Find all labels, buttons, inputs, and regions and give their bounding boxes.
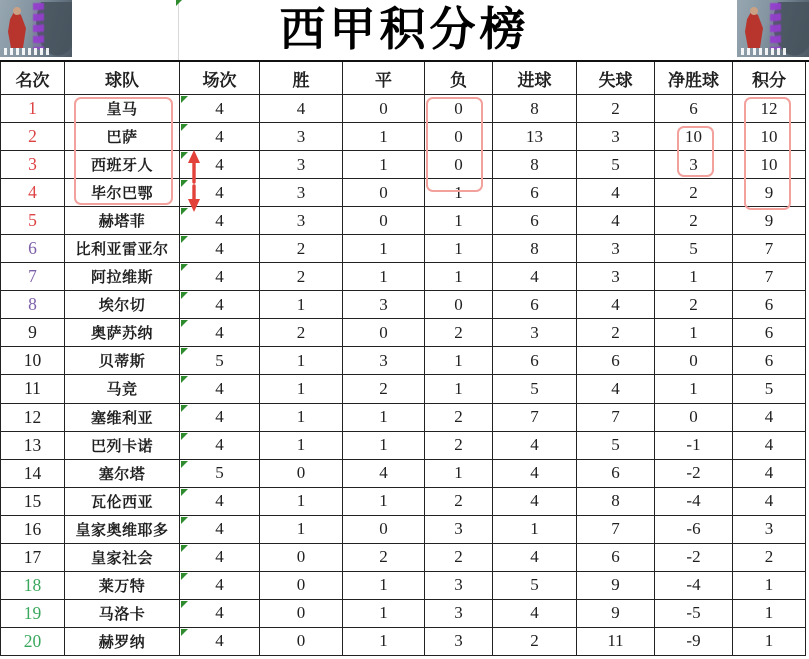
team-cell: 埃尔切 bbox=[65, 291, 180, 319]
pts-cell: 9 bbox=[733, 179, 806, 207]
gf-cell: 8 bbox=[493, 151, 577, 179]
table-row bbox=[1, 123, 806, 151]
ga-cell: 7 bbox=[577, 516, 655, 544]
rank-cell: 19 bbox=[1, 600, 65, 628]
column-header-7: 失球 bbox=[577, 62, 655, 95]
gf-cell: 6 bbox=[493, 291, 577, 319]
played-cell: 5 bbox=[180, 347, 260, 375]
draw-cell: 1 bbox=[343, 404, 425, 432]
gd-cell: -5 bbox=[655, 600, 733, 628]
gd-cell: -2 bbox=[655, 544, 733, 572]
team-cell: 西班牙人 bbox=[65, 151, 180, 179]
cell-marker-icon bbox=[181, 320, 188, 327]
team-cell: 塞尔塔 bbox=[65, 460, 180, 488]
table-row bbox=[1, 432, 806, 460]
gf-cell: 4 bbox=[493, 432, 577, 460]
team-cell: 瓦伦西亚 bbox=[65, 488, 180, 516]
pts-cell: 7 bbox=[733, 235, 806, 263]
table-row bbox=[1, 179, 806, 207]
rank-cell: 14 bbox=[1, 460, 65, 488]
gf-cell: 3 bbox=[493, 319, 577, 347]
played-cell: 4 bbox=[180, 572, 260, 600]
team-cell: 比利亚雷亚尔 bbox=[65, 235, 180, 263]
column-header-1: 球队 bbox=[65, 62, 180, 95]
win-cell: 2 bbox=[260, 263, 343, 291]
column-header-8: 净胜球 bbox=[655, 62, 733, 95]
rank-cell: 9 bbox=[1, 319, 65, 347]
rank-cell: 16 bbox=[1, 516, 65, 544]
column-header-0: 名次 bbox=[1, 62, 65, 95]
table-row bbox=[1, 95, 806, 123]
pts-cell: 4 bbox=[733, 488, 806, 516]
loss-cell: 2 bbox=[425, 488, 493, 516]
team-cell: 皇马 bbox=[65, 95, 180, 123]
win-cell: 1 bbox=[260, 516, 343, 544]
win-cell: 3 bbox=[260, 123, 343, 151]
ga-cell: 4 bbox=[577, 375, 655, 403]
slam-dunk-artwork-right-icon bbox=[737, 0, 809, 57]
ga-cell: 8 bbox=[577, 488, 655, 516]
page-title: 西甲积分榜 bbox=[279, 4, 530, 55]
gd-cell: 0 bbox=[655, 347, 733, 375]
ga-cell: 3 bbox=[577, 235, 655, 263]
ga-cell: 9 bbox=[577, 600, 655, 628]
loss-cell: 1 bbox=[425, 347, 493, 375]
gd-cell: 2 bbox=[655, 207, 733, 235]
loss-cell: 3 bbox=[425, 600, 493, 628]
played-cell: 4 bbox=[180, 179, 260, 207]
column-header-5: 负 bbox=[425, 62, 493, 95]
draw-cell: 3 bbox=[343, 347, 425, 375]
column-header-4: 平 bbox=[343, 62, 425, 95]
draw-cell: 1 bbox=[343, 432, 425, 460]
played-cell: 4 bbox=[180, 291, 260, 319]
played-cell: 4 bbox=[180, 375, 260, 403]
played-cell: 4 bbox=[180, 235, 260, 263]
loss-cell: 1 bbox=[425, 460, 493, 488]
gd-cell: 0 bbox=[655, 404, 733, 432]
win-cell: 1 bbox=[260, 488, 343, 516]
win-cell: 1 bbox=[260, 375, 343, 403]
cell-marker-icon bbox=[181, 124, 188, 131]
artwork-player-head bbox=[750, 7, 758, 15]
table-row bbox=[1, 375, 806, 403]
team-cell: 巴列卡诺 bbox=[65, 432, 180, 460]
gd-cell: 10 bbox=[655, 123, 733, 151]
team-cell: 赫塔菲 bbox=[65, 207, 180, 235]
ga-cell: 4 bbox=[577, 291, 655, 319]
team-cell: 贝蒂斯 bbox=[65, 347, 180, 375]
column-header-6: 进球 bbox=[493, 62, 577, 95]
win-cell: 0 bbox=[260, 572, 343, 600]
team-cell: 巴萨 bbox=[65, 123, 180, 151]
pts-cell: 6 bbox=[733, 347, 806, 375]
column-header-2: 场次 bbox=[180, 62, 260, 95]
draw-cell: 1 bbox=[343, 600, 425, 628]
ga-cell: 2 bbox=[577, 319, 655, 347]
title-band bbox=[0, 0, 809, 62]
column-header-3: 胜 bbox=[260, 62, 343, 95]
rank-cell: 13 bbox=[1, 432, 65, 460]
gd-cell: -1 bbox=[655, 432, 733, 460]
rank-cell: 10 bbox=[1, 347, 65, 375]
gf-cell: 4 bbox=[493, 600, 577, 628]
loss-cell: 0 bbox=[425, 151, 493, 179]
ga-cell: 6 bbox=[577, 347, 655, 375]
played-cell: 4 bbox=[180, 207, 260, 235]
pts-cell: 3 bbox=[733, 516, 806, 544]
gf-cell: 6 bbox=[493, 207, 577, 235]
rank-cell: 4 bbox=[1, 179, 65, 207]
ga-cell: 11 bbox=[577, 628, 655, 656]
gf-cell: 1 bbox=[493, 516, 577, 544]
table-row bbox=[1, 291, 806, 319]
standings-table bbox=[0, 62, 806, 656]
cell-marker-icon bbox=[181, 96, 188, 103]
ga-cell: 7 bbox=[577, 404, 655, 432]
gf-cell: 13 bbox=[493, 123, 577, 151]
table-row bbox=[1, 319, 806, 347]
played-cell: 4 bbox=[180, 544, 260, 572]
draw-cell: 1 bbox=[343, 263, 425, 291]
cell-marker-icon bbox=[181, 601, 188, 608]
played-cell: 4 bbox=[180, 432, 260, 460]
cell-marker-icon bbox=[181, 348, 188, 355]
win-cell: 0 bbox=[260, 628, 343, 656]
loss-cell: 1 bbox=[425, 179, 493, 207]
rank-cell: 15 bbox=[1, 488, 65, 516]
cell-marker-icon bbox=[181, 236, 188, 243]
loss-cell: 2 bbox=[425, 432, 493, 460]
table-row bbox=[1, 600, 806, 628]
win-cell: 2 bbox=[260, 319, 343, 347]
gd-cell: -2 bbox=[655, 460, 733, 488]
pts-cell: 9 bbox=[733, 207, 806, 235]
column-header-9: 积分 bbox=[733, 62, 806, 95]
win-cell: 0 bbox=[260, 600, 343, 628]
loss-cell: 3 bbox=[425, 572, 493, 600]
cell-marker-icon bbox=[181, 573, 188, 580]
loss-cell: 1 bbox=[425, 235, 493, 263]
table-row bbox=[1, 460, 806, 488]
pts-cell: 1 bbox=[733, 600, 806, 628]
pts-cell: 12 bbox=[733, 95, 806, 123]
ga-cell: 9 bbox=[577, 572, 655, 600]
cell-marker-icon bbox=[181, 517, 188, 524]
win-cell: 1 bbox=[260, 347, 343, 375]
gd-cell: 2 bbox=[655, 291, 733, 319]
pts-cell: 1 bbox=[733, 572, 806, 600]
ga-cell: 6 bbox=[577, 460, 655, 488]
win-cell: 2 bbox=[260, 235, 343, 263]
table-header-row bbox=[1, 62, 806, 95]
rank-cell: 6 bbox=[1, 235, 65, 263]
rank-cell: 5 bbox=[1, 207, 65, 235]
draw-cell: 0 bbox=[343, 207, 425, 235]
draw-cell: 1 bbox=[343, 628, 425, 656]
table-row bbox=[1, 151, 806, 179]
win-cell: 3 bbox=[260, 151, 343, 179]
gf-cell: 4 bbox=[493, 460, 577, 488]
loss-cell: 0 bbox=[425, 95, 493, 123]
loss-cell: 2 bbox=[425, 404, 493, 432]
draw-cell: 1 bbox=[343, 235, 425, 263]
gd-cell: -4 bbox=[655, 572, 733, 600]
team-cell: 阿拉维斯 bbox=[65, 263, 180, 291]
cell-marker-icon bbox=[181, 180, 188, 187]
ga-cell: 4 bbox=[577, 179, 655, 207]
gd-cell: -4 bbox=[655, 488, 733, 516]
draw-cell: 0 bbox=[343, 516, 425, 544]
win-cell: 0 bbox=[260, 460, 343, 488]
gd-cell: 2 bbox=[655, 179, 733, 207]
team-cell: 皇家奥维耶多 bbox=[65, 516, 180, 544]
pts-cell: 5 bbox=[733, 375, 806, 403]
draw-cell: 2 bbox=[343, 544, 425, 572]
gf-cell: 7 bbox=[493, 404, 577, 432]
cell-marker-icon bbox=[181, 208, 188, 215]
played-cell: 4 bbox=[180, 123, 260, 151]
rank-cell: 7 bbox=[1, 263, 65, 291]
win-cell: 3 bbox=[260, 207, 343, 235]
pts-cell: 4 bbox=[733, 404, 806, 432]
loss-cell: 1 bbox=[425, 263, 493, 291]
draw-cell: 1 bbox=[343, 488, 425, 516]
cell-marker-icon bbox=[181, 264, 188, 271]
table-body bbox=[1, 95, 806, 656]
table-row bbox=[1, 544, 806, 572]
win-cell: 4 bbox=[260, 95, 343, 123]
ga-cell: 4 bbox=[577, 207, 655, 235]
loss-cell: 2 bbox=[425, 319, 493, 347]
draw-cell: 4 bbox=[343, 460, 425, 488]
cell-marker-icon bbox=[181, 461, 188, 468]
table-row bbox=[1, 347, 806, 375]
pts-cell: 10 bbox=[733, 151, 806, 179]
table-row bbox=[1, 404, 806, 432]
gd-cell: 1 bbox=[655, 263, 733, 291]
pts-cell: 4 bbox=[733, 460, 806, 488]
draw-cell: 1 bbox=[343, 123, 425, 151]
cell-marker-icon bbox=[176, 0, 182, 6]
loss-cell: 1 bbox=[425, 375, 493, 403]
cell-marker-icon bbox=[181, 433, 188, 440]
gf-cell: 5 bbox=[493, 375, 577, 403]
pts-cell: 1 bbox=[733, 628, 806, 656]
team-cell: 马洛卡 bbox=[65, 600, 180, 628]
loss-cell: 0 bbox=[425, 123, 493, 151]
table-row bbox=[1, 628, 806, 656]
gf-cell: 8 bbox=[493, 95, 577, 123]
artwork-caption-text bbox=[741, 48, 787, 55]
table-row bbox=[1, 572, 806, 600]
ga-cell: 5 bbox=[577, 151, 655, 179]
played-cell: 4 bbox=[180, 600, 260, 628]
gf-cell: 6 bbox=[493, 347, 577, 375]
pts-cell: 7 bbox=[733, 263, 806, 291]
win-cell: 1 bbox=[260, 432, 343, 460]
ga-cell: 5 bbox=[577, 432, 655, 460]
cell-marker-icon bbox=[181, 629, 188, 636]
table-row bbox=[1, 207, 806, 235]
loss-cell: 2 bbox=[425, 544, 493, 572]
played-cell: 5 bbox=[180, 460, 260, 488]
cell-marker-icon bbox=[181, 376, 188, 383]
rank-cell: 1 bbox=[1, 95, 65, 123]
cell-marker-icon bbox=[181, 405, 188, 412]
team-cell: 马竞 bbox=[65, 375, 180, 403]
team-cell: 赫罗纳 bbox=[65, 628, 180, 656]
table-row bbox=[1, 235, 806, 263]
draw-cell: 0 bbox=[343, 319, 425, 347]
draw-cell: 3 bbox=[343, 291, 425, 319]
rank-cell: 20 bbox=[1, 628, 65, 656]
win-cell: 1 bbox=[260, 291, 343, 319]
gf-cell: 2 bbox=[493, 628, 577, 656]
gd-cell: 6 bbox=[655, 95, 733, 123]
gd-cell: -6 bbox=[655, 516, 733, 544]
gf-cell: 5 bbox=[493, 572, 577, 600]
pts-cell: 6 bbox=[733, 319, 806, 347]
win-cell: 1 bbox=[260, 404, 343, 432]
ga-cell: 2 bbox=[577, 95, 655, 123]
played-cell: 4 bbox=[180, 516, 260, 544]
rank-cell: 11 bbox=[1, 375, 65, 403]
table-row bbox=[1, 263, 806, 291]
gd-cell: 3 bbox=[655, 151, 733, 179]
loss-cell: 1 bbox=[425, 207, 493, 235]
gf-cell: 6 bbox=[493, 179, 577, 207]
gf-cell: 4 bbox=[493, 544, 577, 572]
gd-cell: -9 bbox=[655, 628, 733, 656]
table-row bbox=[1, 516, 806, 544]
table-row bbox=[1, 488, 806, 516]
gf-cell: 8 bbox=[493, 235, 577, 263]
win-cell: 0 bbox=[260, 544, 343, 572]
ga-cell: 6 bbox=[577, 544, 655, 572]
cell-marker-icon bbox=[181, 152, 188, 159]
rank-cell: 3 bbox=[1, 151, 65, 179]
rank-cell: 12 bbox=[1, 404, 65, 432]
played-cell: 4 bbox=[180, 404, 260, 432]
ga-cell: 3 bbox=[577, 263, 655, 291]
draw-cell: 2 bbox=[343, 375, 425, 403]
draw-cell: 0 bbox=[343, 179, 425, 207]
gd-cell: 5 bbox=[655, 235, 733, 263]
team-cell: 奥萨苏纳 bbox=[65, 319, 180, 347]
rank-cell: 2 bbox=[1, 123, 65, 151]
draw-cell: 0 bbox=[343, 95, 425, 123]
played-cell: 4 bbox=[180, 151, 260, 179]
rank-cell: 8 bbox=[1, 291, 65, 319]
artwork-red-player bbox=[744, 12, 764, 48]
team-cell: 皇家社会 bbox=[65, 544, 180, 572]
loss-cell: 3 bbox=[425, 516, 493, 544]
gf-cell: 4 bbox=[493, 488, 577, 516]
loss-cell: 3 bbox=[425, 628, 493, 656]
played-cell: 4 bbox=[180, 319, 260, 347]
played-cell: 4 bbox=[180, 628, 260, 656]
cell-marker-icon bbox=[181, 545, 188, 552]
played-cell: 4 bbox=[180, 95, 260, 123]
cell-marker-icon bbox=[181, 292, 188, 299]
gd-cell: 1 bbox=[655, 319, 733, 347]
rank-cell: 17 bbox=[1, 544, 65, 572]
draw-cell: 1 bbox=[343, 151, 425, 179]
pts-cell: 10 bbox=[733, 123, 806, 151]
cell-marker-icon bbox=[181, 489, 188, 496]
team-cell: 莱万特 bbox=[65, 572, 180, 600]
pts-cell: 2 bbox=[733, 544, 806, 572]
draw-cell: 1 bbox=[343, 572, 425, 600]
rank-cell: 18 bbox=[1, 572, 65, 600]
team-cell: 塞维利亚 bbox=[65, 404, 180, 432]
ga-cell: 3 bbox=[577, 123, 655, 151]
win-cell: 3 bbox=[260, 179, 343, 207]
gd-cell: 1 bbox=[655, 375, 733, 403]
pts-cell: 4 bbox=[733, 432, 806, 460]
pts-cell: 6 bbox=[733, 291, 806, 319]
played-cell: 4 bbox=[180, 488, 260, 516]
played-cell: 4 bbox=[180, 263, 260, 291]
team-cell: 毕尔巴鄂 bbox=[65, 179, 180, 207]
artwork-purple-calligraphy bbox=[770, 3, 781, 49]
gf-cell: 4 bbox=[493, 263, 577, 291]
loss-cell: 0 bbox=[425, 291, 493, 319]
